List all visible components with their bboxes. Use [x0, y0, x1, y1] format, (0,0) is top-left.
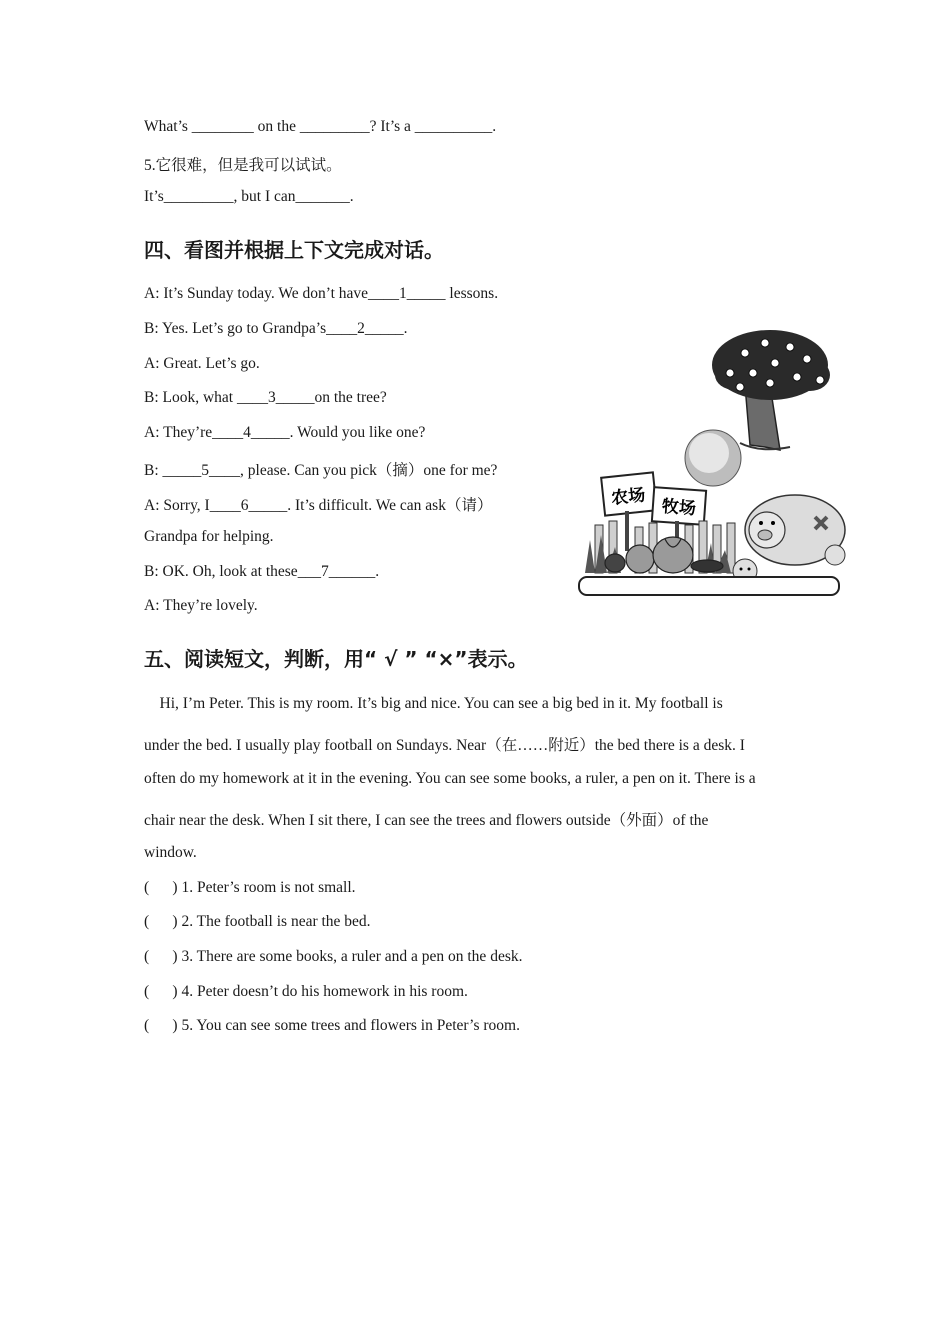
passage-line: window. [144, 844, 197, 861]
section4-title: 四、看图并根据上下文完成对话。 [144, 238, 444, 262]
pig-icon [733, 495, 845, 583]
svg-text:农场: 农场 [610, 485, 647, 509]
dialogue-line: A: They’re lovely. [144, 597, 258, 614]
dialogue-line: A: They’re____4_____. Would you like one? [144, 424, 426, 441]
passage-line: under the bed. I usually play football on Sundays. Near（在……附近）the bed there is a desk. I [144, 737, 745, 754]
apple-tree-icon [712, 330, 830, 450]
judge-statement: ( ) 4. Peter doesn’t do his homework in his room. [144, 983, 468, 1000]
dialogue-line: A: It’s Sunday today. We don’t have____1_____ lessons. [144, 285, 499, 302]
judge-statement: ( ) 1. Peter’s room is not small. [144, 879, 356, 896]
judge-statement: ( ) 5. You can see some trees and flowers in Peter’s room. [144, 1017, 520, 1034]
q4-answer-line: What’s ________ on the _________? It’s a __________. [144, 118, 497, 135]
dialogue-line: A: Sorry, I____6_____. It’s difficult. We can ask（请） [144, 497, 493, 514]
dialogue-line: B: _____5____, please. Can you pick（摘）one for me? [144, 462, 498, 479]
dialogue-line: Grandpa for helping. [144, 528, 274, 545]
judge-statement: ( ) 3. There are some books, a ruler and a pen on the desk. [144, 948, 523, 965]
passage-line: often do my homework at it in the evening. You can see some books, a ruler, a pen on it. There is a [144, 770, 756, 787]
dialogue-line: B: Look, what ____3_____on the tree? [144, 389, 387, 406]
section5-title: 五、阅读短文，判断，用“ √ ” “×”表示。 [144, 647, 528, 671]
ground-base [579, 577, 839, 595]
q5-prompt: 5.它很难，但是我可以试试。 [144, 157, 342, 174]
sun-icon [685, 430, 741, 486]
passage-line: Hi, I’m Peter. This is my room. It’s big and nice. You can see a big bed in it. My football is [144, 695, 723, 712]
dialogue-line: A: Great. Let’s go. [144, 355, 260, 372]
dialogue-line: B: Yes. Let’s go to Grandpa’s____2_____. [144, 320, 408, 337]
farm-illustration [575, 325, 850, 600]
judge-statement: ( ) 2. The football is near the bed. [144, 913, 371, 930]
dialogue-line: B: OK. Oh, look at these___7______. [144, 563, 380, 580]
passage-line: chair near the desk. When I sit there, I can see the trees and flowers outside（外面）of the [144, 812, 709, 829]
svg-text:牧场: 牧场 [661, 496, 697, 520]
q5-answer-line: It’s_________, but I can_______. [144, 188, 354, 205]
